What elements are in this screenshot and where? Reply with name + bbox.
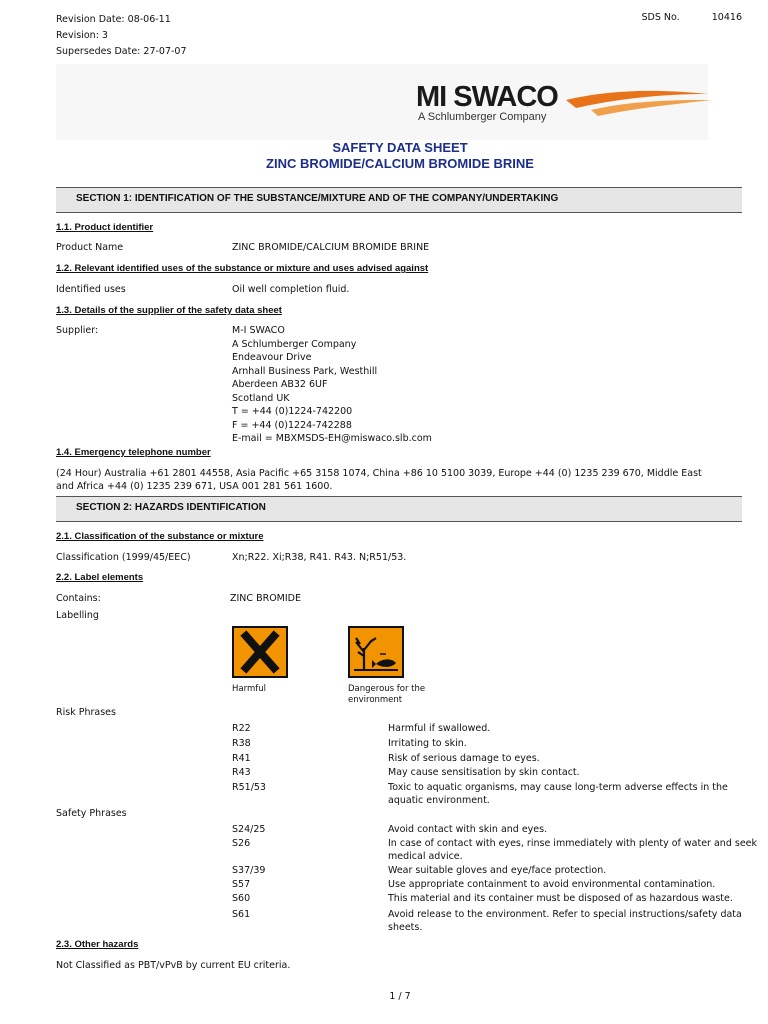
subsection-1-2: 1.2. Relevant identified uses of the substance or mixture and uses advised against <box>56 263 429 274</box>
risk-text: Toxic to aquatic organisms, may cause long-term adverse effects in the <box>388 782 728 793</box>
supersedes-date: Supersedes Date: 27-07-07 <box>56 46 187 57</box>
harmful-caption: Harmful <box>232 684 266 694</box>
risk-code: R38 <box>232 738 251 749</box>
risk-code: R43 <box>232 767 251 778</box>
sds-number <box>642 12 742 23</box>
logo-subtitle: A Schlumberger Company <box>418 111 547 123</box>
safety-text: This material and its container must be disposed of as hazardous waste. <box>388 893 733 904</box>
product-name-label: Product Name <box>56 242 124 253</box>
supplier-phone: T = +44 (0)1224-742200 <box>232 406 353 417</box>
risk-phrases-label: Risk Phrases <box>56 707 116 718</box>
safety-text: In case of contact with eyes, rinse immediately with plenty of water and seek <box>388 838 758 849</box>
section-2-header <box>56 496 742 522</box>
supplier-line: Aberdeen AB32 6UF <box>232 379 328 390</box>
contains-value: ZINC BROMIDE <box>230 593 301 604</box>
dead-tree-fish-icon <box>350 628 402 676</box>
identified-uses-value: Oil well completion fluid. <box>232 284 350 295</box>
identified-uses-label: Identified uses <box>56 284 126 295</box>
risk-text-continued: aquatic environment. <box>388 795 490 806</box>
revision-date: Revision Date: 08-06-11 <box>56 14 171 25</box>
supplier-line: Arnhall Business Park, Westhill <box>232 365 378 377</box>
subsection-1-4: 1.4. Emergency telephone number <box>56 447 211 458</box>
safety-code: S57 <box>232 879 251 890</box>
risk-text: May cause sensitisation by skin contact. <box>388 767 580 778</box>
safety-text: Wear suitable gloves and eye/face protection. <box>388 865 607 876</box>
subsection-2-2: 2.2. Label elements <box>56 572 144 583</box>
safety-code: S61 <box>232 909 251 920</box>
emergency-numbers-line1: (24 Hour) Australia +61 2801 44558, Asia Pacific +65 3158 1074, China +86 10 5100 3039, Europe +44 (0) 1235 239 670, Middle East <box>56 468 702 479</box>
risk-code: R51/53 <box>232 782 266 793</box>
section-2-heading: SECTION 2: HAZARDS IDENTIFICATION <box>76 502 266 513</box>
risk-text: Harmful if swallowed. <box>388 723 491 734</box>
other-hazards-text: Not Classified as PBT/vPvB by current EU criteria. <box>56 960 291 971</box>
harmful-x-icon <box>234 628 286 676</box>
subsection-1-1: 1.1. Product identifier <box>56 222 154 233</box>
subsection-2-3: 2.3. Other hazards <box>56 939 139 950</box>
revision-number: Revision: 3 <box>56 30 108 41</box>
logo-brand-text: MI SWACO <box>416 81 558 113</box>
supplier-email[interactable]: E-mail = MBXMSDS-EH@miswaco.slb.com <box>232 433 432 444</box>
sds-label: SDS No. <box>641 12 680 23</box>
safety-code: S26 <box>232 838 251 849</box>
contains-label: Contains: <box>56 593 101 604</box>
risk-code: R22 <box>232 723 251 734</box>
risk-code: R41 <box>232 753 251 764</box>
safety-code: S37/39 <box>232 865 266 876</box>
subsection-2-1: 2.1. Classification of the substance or mixture <box>56 531 264 542</box>
product-title: ZINC BROMIDE/CALCIUM BROMIDE BRINE <box>266 156 534 171</box>
section-1-header <box>56 187 742 213</box>
labelling-label: Labelling <box>56 610 99 621</box>
environment-caption-line1: Dangerous for the <box>348 684 426 694</box>
classification-label: Classification (1999/45/EEC) <box>56 552 191 563</box>
safety-phrases-label: Safety Phrases <box>56 808 127 819</box>
supplier-line: Endeavour Drive <box>232 352 312 363</box>
harmful-pictogram <box>232 626 288 678</box>
sds-value: 10416 <box>711 12 742 23</box>
risk-text: Irritating to skin. <box>388 738 467 749</box>
safety-text-continued: medical advice. <box>388 851 463 862</box>
supplier-line: A Schlumberger Company <box>232 338 357 350</box>
emergency-numbers-line2: and Africa +44 (0) 1235 239 671, USA 001 281 561 1600. <box>56 481 333 492</box>
document-title: SAFETY DATA SHEET <box>332 140 468 155</box>
product-name-value: ZINC BROMIDE/CALCIUM BROMIDE BRINE <box>232 242 430 253</box>
safety-text: Use appropriate containment to avoid environmental contamination. <box>388 879 716 890</box>
environment-caption-line2: environment <box>348 695 403 705</box>
supplier-label: Supplier: <box>56 325 99 336</box>
safety-text: Avoid contact with skin and eyes. <box>388 824 548 835</box>
supplier-line: M-I SWACO <box>232 325 285 336</box>
environment-pictogram <box>348 626 404 678</box>
safety-text-continued: sheets. <box>388 922 423 933</box>
section-1-heading: SECTION 1: IDENTIFICATION OF THE SUBSTANCE/MIXTURE AND OF THE COMPANY/UNDERTAKING <box>76 193 559 204</box>
supplier-line: Scotland UK <box>232 392 290 404</box>
risk-text: Risk of serious damage to eyes. <box>388 753 540 764</box>
safety-code: S60 <box>232 893 251 904</box>
supplier-fax: F = +44 (0)1224-742288 <box>232 419 352 431</box>
classification-value: Xn;R22. Xi;R38, R41. R43. N;R51/53. <box>232 552 407 563</box>
safety-text: Avoid release to the environment. Refer to special instructions/safety data <box>388 909 742 920</box>
subsection-1-3: 1.3. Details of the supplier of the safety data sheet <box>56 305 282 316</box>
page-number: 1 / 7 <box>389 991 411 1002</box>
logo-swoosh-lower <box>591 100 712 116</box>
safety-code: S24/25 <box>232 824 266 835</box>
